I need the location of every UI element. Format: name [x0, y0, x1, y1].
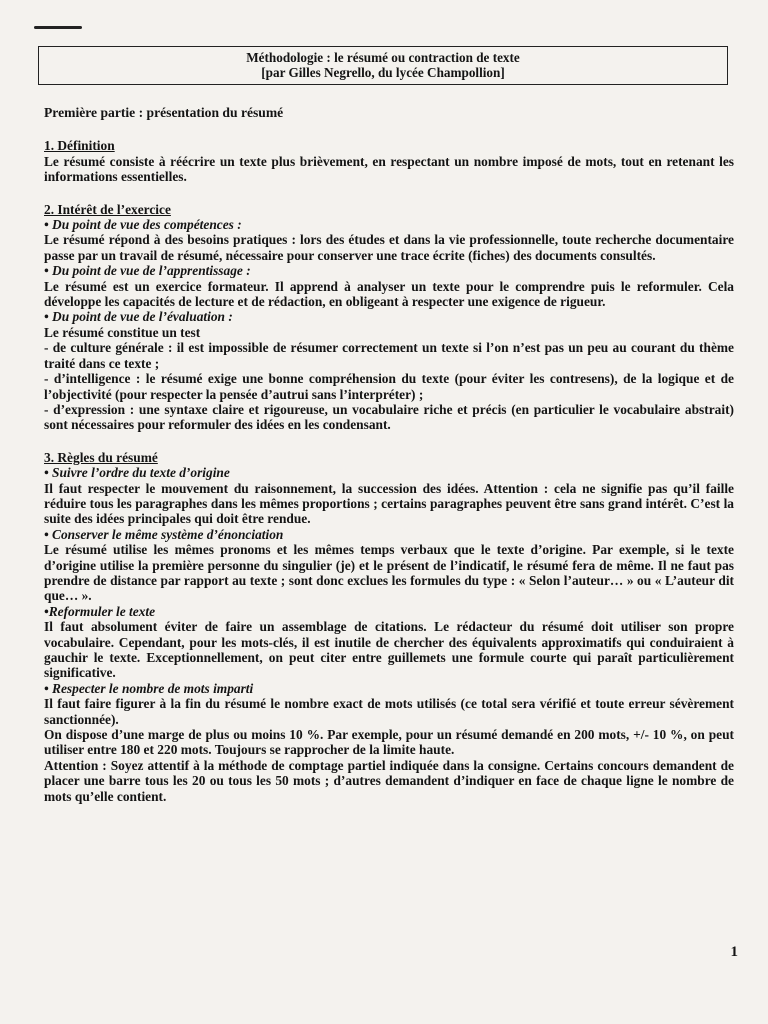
subheading: • Suivre l’ordre du texte d’origine [44, 465, 230, 481]
part-title: Première partie : présentation du résumé [44, 105, 284, 120]
document-title: Méthodologie : le résumé ou contraction de texte [246, 50, 520, 65]
subheading: • Conserver le même système d’énonciation [44, 526, 284, 542]
section-heading: 2. Intérêt de l’exercice [44, 201, 171, 217]
section-heading: 1. Définition [44, 138, 115, 154]
paragraph: Le résumé est un exercice formateur. Il apprend à analyser un texte pour le comprendre puis le reformuler. Cela développe les capacités de lecture et de rédaction, en obligeant à respecter une exigence de rigueur. [44, 278, 734, 310]
section-definition [44, 138, 734, 184]
paragraph: Il faut faire figurer à la fin du résumé le nombre exact de mots utilisés (ce total sera vérifié et toute erreur sévèrement sanctionnée). [44, 696, 734, 727]
paragraph: Attention : Soyez attentif à la méthode de comptage partiel indiquée dans la consigne. Certains concours demandent de placer une barre tous les 20 ou tous les 50 mots ; d’autres demandent d’indiquer en face de chaque ligne le nombre de mots qu’elle contient. [44, 757, 734, 804]
document-author: [par Gilles Negrello, du lycée Champollion] [261, 65, 505, 80]
section-heading: 3. Règles du résumé [44, 449, 158, 465]
subheading: •Reformuler le texte [44, 603, 156, 619]
subheading: • Du point de vue de l’évaluation : [44, 309, 233, 325]
list-item: - de culture générale : il est impossible de résumer correctement un texte si l’on n’est pas un peu au courant du thème traité dans ce texte ; [44, 340, 734, 371]
subheading: • Respecter le nombre de mots imparti [44, 680, 254, 696]
paragraph: Le résumé consiste à réécrire un texte plus brièvement, en respectant un nombre imposé de mots, tout en retenant les informations essentielles. [44, 153, 734, 185]
paragraph: Il faut respecter le mouvement du raisonnement, la succession des idées. Attention : cela ne signifie pas qu’il faille réduire tous les paragraphes dans les mêmes proportions ; certains paragraphes peuvent être sans grand intérêt. C’est la suite des idées principales qui doit être rendue. [44, 480, 734, 527]
list-item: - d’expression : une syntaxe claire et rigoureuse, un vocabulaire riche et précis (en particulier le vocabulaire abstrait) sont nécessaires pour reformuler des idées en les condensant. [44, 401, 734, 433]
paragraph: Il faut absolument éviter de faire un assemblage de citations. Le rédacteur du résumé doit utiliser son propre vocabulaire. Cependant, pour les mots-clés, il est inutile de chercher des équivalents approximatifs qui conduiraient à gauchir le texte. Exceptionnellement, on peut citer entre guillemets une formule courte qui paraît particulièrement significative. [44, 619, 734, 681]
document-page [44, 46, 734, 804]
subheading: • Du point de vue des compétences : [44, 217, 242, 233]
paragraph: Le résumé utilise les mêmes pronoms et les mêmes temps verbaux que le texte d’origine. Par exemple, si le texte d’origine utilise la première personne du singulier (je) et le présent de l’indicatif, le résumé fera de même. Il ne faut pas prendre de distance par rapport au texte ; sont donc exclues les formules du type : « Selon l’auteur… » ou « L’auteur dit que… ». [44, 542, 734, 604]
paragraph: Le résumé constitue un test [44, 324, 201, 340]
list-item: - d’intelligence : le résumé exige une bonne compréhension du texte (pour éviter les contresens), de la logique et de l’objectivité (pour respecter la pensée d’autrui sans l’interpréter) ; [44, 371, 734, 402]
subheading: • Du point de vue de l’apprentissage : [44, 263, 251, 279]
title-box [38, 46, 728, 85]
pen-mark [34, 26, 82, 29]
paragraph: Le résumé répond à des besoins pratiques : lors des études et dans la vie professionnelle, toute recherche documentaire passe par un travail de résumé, nécessaire pour conserver une trace écrite (fiches) des documents consultés. [44, 232, 734, 263]
section-interet [44, 202, 734, 433]
paragraph: On dispose d’une marge de plus ou moins 10 %. Par exemple, pour un résumé demandé en 200 mots, +/- 10 %, on peut utiliser entre 180 et 220 mots. Toujours se rapprocher de la limite haute. [44, 727, 734, 758]
page-number: 1 [730, 944, 738, 960]
section-regles [44, 450, 734, 804]
